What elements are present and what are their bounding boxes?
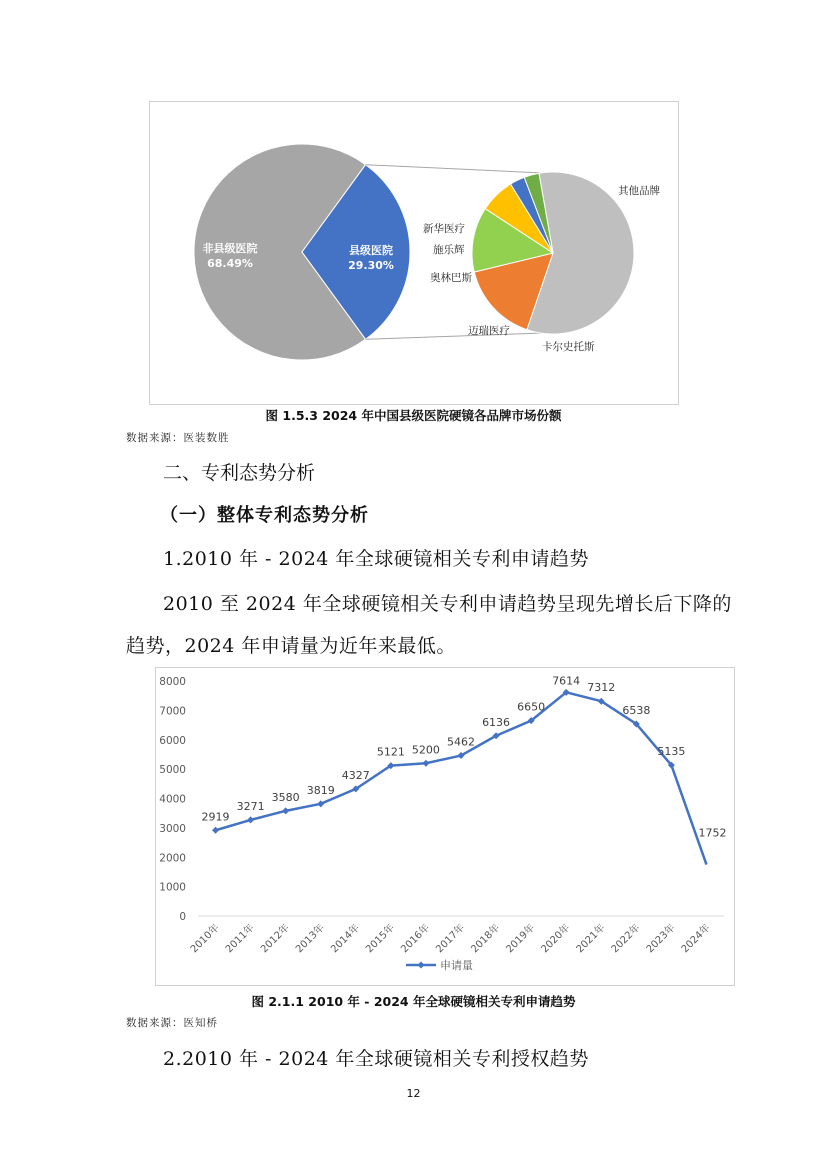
data-label: 5200 — [411, 743, 440, 757]
pie-figure-source: 数据来源：医装数胜 — [126, 432, 230, 444]
data-label: 6136 — [482, 715, 511, 729]
data-point-marker — [212, 827, 219, 834]
page-number: 12 — [406, 1087, 421, 1100]
line-figure-caption: 图 2.1.1 2010 年 - 2024 年全球硬镜相关专利申请趋势 — [251, 994, 576, 1009]
data-label: 2919 — [201, 810, 230, 824]
section-title: 二、专利态势分析 — [163, 462, 316, 484]
x-tick-label: 2017年 — [434, 922, 468, 956]
data-label: 6538 — [622, 703, 651, 717]
data-label: 6650 — [517, 700, 546, 714]
x-tick-label: 2023年 — [644, 922, 678, 956]
x-tick-label: 2012年 — [258, 922, 292, 956]
data-label: 5135 — [657, 745, 686, 759]
sub-label-smith-nephew: 施乐辉 — [433, 244, 465, 256]
y-tick-label: 8000 — [159, 676, 186, 688]
pie-figure-frame — [149, 101, 679, 405]
pie-label-county: 县级医院 — [349, 244, 393, 257]
y-tick-label: 6000 — [159, 734, 186, 747]
x-tick-label: 2018年 — [469, 922, 503, 956]
series-line-applications — [216, 692, 707, 864]
paragraph-line-1: 2010 至 2024 年全球硬镜相关专利申请趋势呈现先增长后下降的 — [163, 593, 732, 615]
line-figure-frame — [155, 667, 735, 986]
data-label: 1752 — [698, 826, 727, 840]
data-label: 7312 — [587, 681, 616, 695]
patent-application-line-chart — [156, 668, 734, 985]
y-tick-label: 4000 — [159, 793, 186, 806]
data-point-marker — [422, 760, 429, 767]
pie-value-non-county: 68.49% — [207, 257, 253, 270]
y-tick-label: 1000 — [159, 881, 186, 894]
x-tick-label: 2014年 — [329, 922, 362, 956]
sub-label-shinva: 新华医疗 — [423, 223, 465, 235]
x-tick-label: 2024年 — [679, 922, 713, 956]
data-label: 3580 — [271, 790, 300, 804]
data-label: 5462 — [447, 735, 475, 749]
legend-marker-swatch — [418, 962, 425, 969]
x-tick-label: 2010年 — [188, 922, 222, 956]
connector-line-top — [366, 165, 543, 173]
sub-label-olympus: 奥林巴斯 — [430, 272, 472, 284]
data-point-marker — [317, 800, 324, 807]
x-tick-label: 2016年 — [399, 922, 433, 956]
sub-label-mindray: 迈瑞医疗 — [468, 325, 510, 337]
pie-value-county: 29.30% — [348, 259, 394, 272]
y-tick-label: 5000 — [159, 764, 186, 777]
x-tick-label: 2013年 — [294, 922, 327, 956]
connector-line-bottom — [366, 333, 543, 339]
paragraph-line-2: 趋势，2024 年申请量为近年来最低。 — [126, 635, 456, 657]
data-label: 4327 — [341, 768, 370, 782]
legend-label-applications: 申请量 — [440, 959, 473, 972]
y-tick-label: 7000 — [159, 705, 186, 718]
pie-figure-caption: 图 1.5.3 2024 年中国县级医院硬镜各品牌市场份额 — [265, 408, 562, 423]
x-tick-label: 2022年 — [609, 922, 643, 956]
data-label: 3819 — [306, 783, 335, 797]
y-tick-label: 0 — [179, 911, 186, 923]
x-tick-label: 2015年 — [364, 922, 397, 956]
data-label: 5121 — [376, 745, 405, 759]
sub-label-karl-storz: 卡尔史托斯 — [542, 341, 595, 353]
item-title-2: 2.2010 年 - 2024 年全球硬镜相关专利授权趋势 — [163, 1048, 589, 1070]
x-tick-label: 2019年 — [504, 922, 538, 956]
data-point-marker — [247, 816, 254, 823]
pie-label-non-county: 非县级医院 — [202, 242, 258, 255]
item-title: 1.2010 年 - 2024 年全球硬镜相关专利申请趋势 — [163, 548, 589, 570]
pie-of-pie-chart — [150, 102, 678, 404]
y-tick-label: 2000 — [159, 852, 186, 865]
x-tick-label: 2011年 — [223, 922, 257, 956]
sub-label-others: 其他品牌 — [618, 185, 660, 197]
data-point-marker — [282, 807, 289, 814]
x-tick-label: 2021年 — [574, 922, 608, 956]
data-label: 7614 — [552, 674, 581, 688]
x-tick-label: 2020年 — [539, 922, 573, 956]
data-label: 3271 — [236, 799, 265, 813]
line-figure-source: 数据来源：医知桥 — [126, 1017, 218, 1029]
subsection-title: （一）整体专利态势分析 — [160, 505, 369, 526]
y-tick-label: 3000 — [159, 822, 186, 835]
